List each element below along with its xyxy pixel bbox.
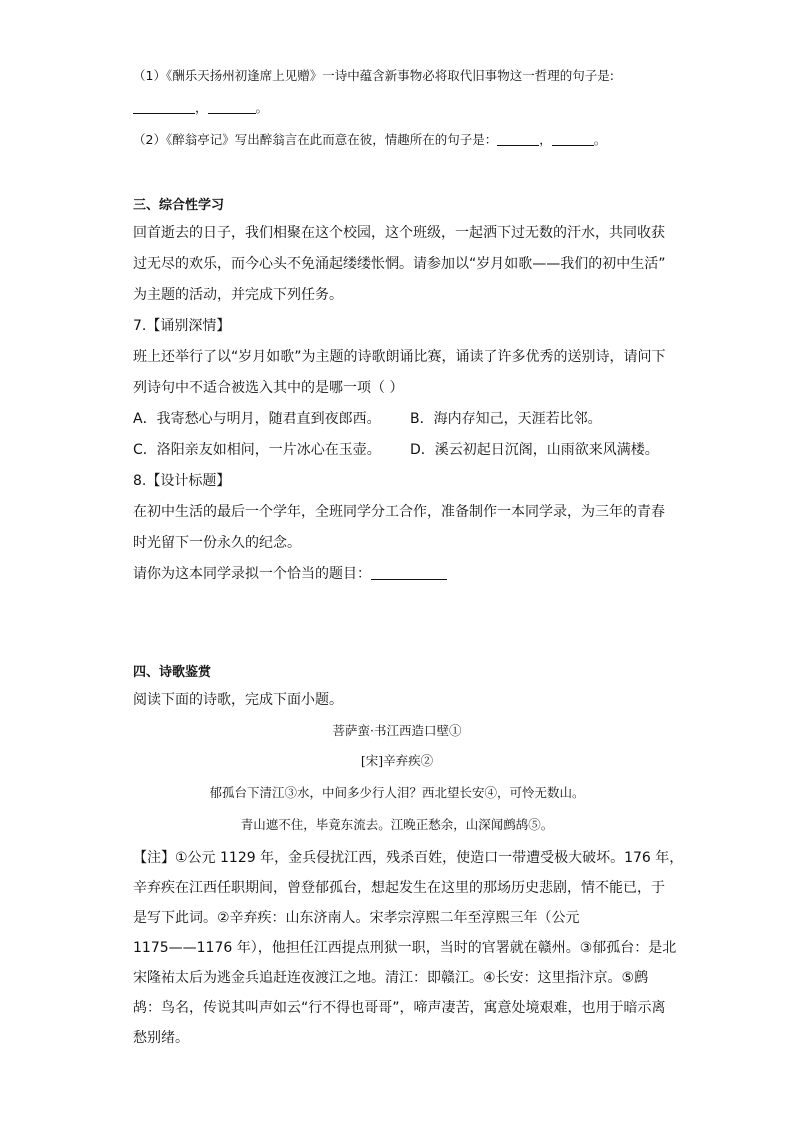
question-7-title: 7.【诵别深情】: [133, 318, 231, 334]
note-line: 愁别绪。: [133, 1030, 189, 1046]
option-a[interactable]: A．我寄愁心与明月，随君直到夜郎西。: [133, 411, 381, 427]
period: 。: [593, 132, 607, 147]
section-3-intro-line-3: 为主题的活动，并完成下列任务。: [133, 287, 343, 303]
question-8-prompt-line: [133, 564, 447, 584]
question-8-line-1: 在初中生活的最后一个学年，全班同学分工合作，准备制作一本同学录，为三年的青春: [133, 504, 665, 520]
note-line: 鸪：鸟名，传说其叫声如云“行不得也哥哥”，啼声凄苦，寓意处境艰难，也用于暗示离: [133, 1000, 666, 1016]
question-8-title: 8.【设计标题】: [133, 473, 231, 489]
note-line: 【注】①公元 1129 年，金兵侵扰江西，残杀百姓，使造口一带遭受极大破坏。176 年，: [133, 850, 684, 866]
poem-line-2: 青山遮不住，毕竟东流去。江晚正愁余，山深闻鹧鸪⑤。: [240, 817, 554, 832]
poem-title: 菩萨蛮·书江西造口壁①: [332, 723, 462, 738]
note-line: 辛弃疾在江西任职期间，曾登郁孤台，想起发生在这里的那场历史悲剧，情不能已，于: [133, 880, 665, 896]
answer-blank[interactable]: [552, 131, 594, 146]
comma: ，: [195, 100, 208, 115]
question-7-line-2: 列诗句中不适合被选入其中的是哪一项（ ）: [133, 380, 404, 396]
memorize-question-2-text: （2）《醉翁亭记》写出醉翁言在此而意在彼，情趣所在的句子是：: [133, 132, 498, 147]
poem-line-1: 郁孤台下清江③水，中间多少行人泪？西北望长安④，可怜无数山。: [209, 785, 585, 800]
section-3-intro-line-1: 回首逝去的日子，我们相聚在这个校园，这个班级，一起洒下过无数的汗水，共同收获: [133, 225, 665, 241]
memorize-question-1-text: （1）《酬乐天扬州初逢席上见赠》一诗中蕴含新事物必将取代旧事物这一哲理的句子是:: [133, 68, 614, 83]
memorize-question-2-line: [133, 130, 606, 150]
note-line: 宋隆祐太后为逃金兵追赶连夜渡江之地。清江：即赣江。④长安：这里指汴京。⑤鹧: [133, 970, 649, 986]
section-4-heading: 四、诗歌鉴赏: [133, 665, 212, 680]
comma: ，: [539, 132, 552, 147]
answer-blank[interactable]: [371, 565, 447, 580]
question-8-line-2: 时光留下一份永久的纪念。: [133, 535, 301, 551]
question-7-line-1: 班上还举行了以“岁月如歌”为主题的诗歌朗诵比赛，诵读了许多优秀的送别诗，请问下: [133, 349, 666, 365]
answer-blank[interactable]: [208, 99, 256, 114]
note-line: 是写下此词。②辛弃疾：山东济南人。宋孝宗淳熙二年至淳熙三年（公元: [133, 910, 580, 926]
section-3-intro-line-2: 过无尽的欢乐，而今心头不免涌起缕缕怅惘。请参加以“岁月如歌——我们的初中生活”: [133, 256, 666, 272]
poem-author: [宋]辛弃疾②: [360, 753, 434, 768]
note-line: 1175——1176 年），他担任江西提点刑狱一职，当时的官署就在赣州。③郁孤台：是北: [133, 940, 677, 956]
section-4-instruction: 阅读下面的诗歌，完成下面小题。: [133, 692, 343, 708]
answer-blank[interactable]: [133, 99, 195, 114]
answer-blank[interactable]: [497, 131, 539, 146]
memorize-question-1-answer-line: [133, 98, 268, 118]
memorize-question-1-line: [133, 66, 614, 86]
section-3-heading: 三、综合性学习: [133, 198, 225, 213]
period: 。: [255, 100, 269, 115]
option-b[interactable]: B．海内存知己，天涯若比邻。: [410, 411, 602, 427]
option-d[interactable]: D．溪云初起日沉阁，山雨欲来风满楼。: [410, 442, 659, 458]
question-8-prompt: 请你为这本同学录拟一个恰当的题目：: [133, 566, 371, 582]
option-c[interactable]: C．洛阳亲友如相问，一片冰心在玉壶。: [133, 442, 381, 458]
